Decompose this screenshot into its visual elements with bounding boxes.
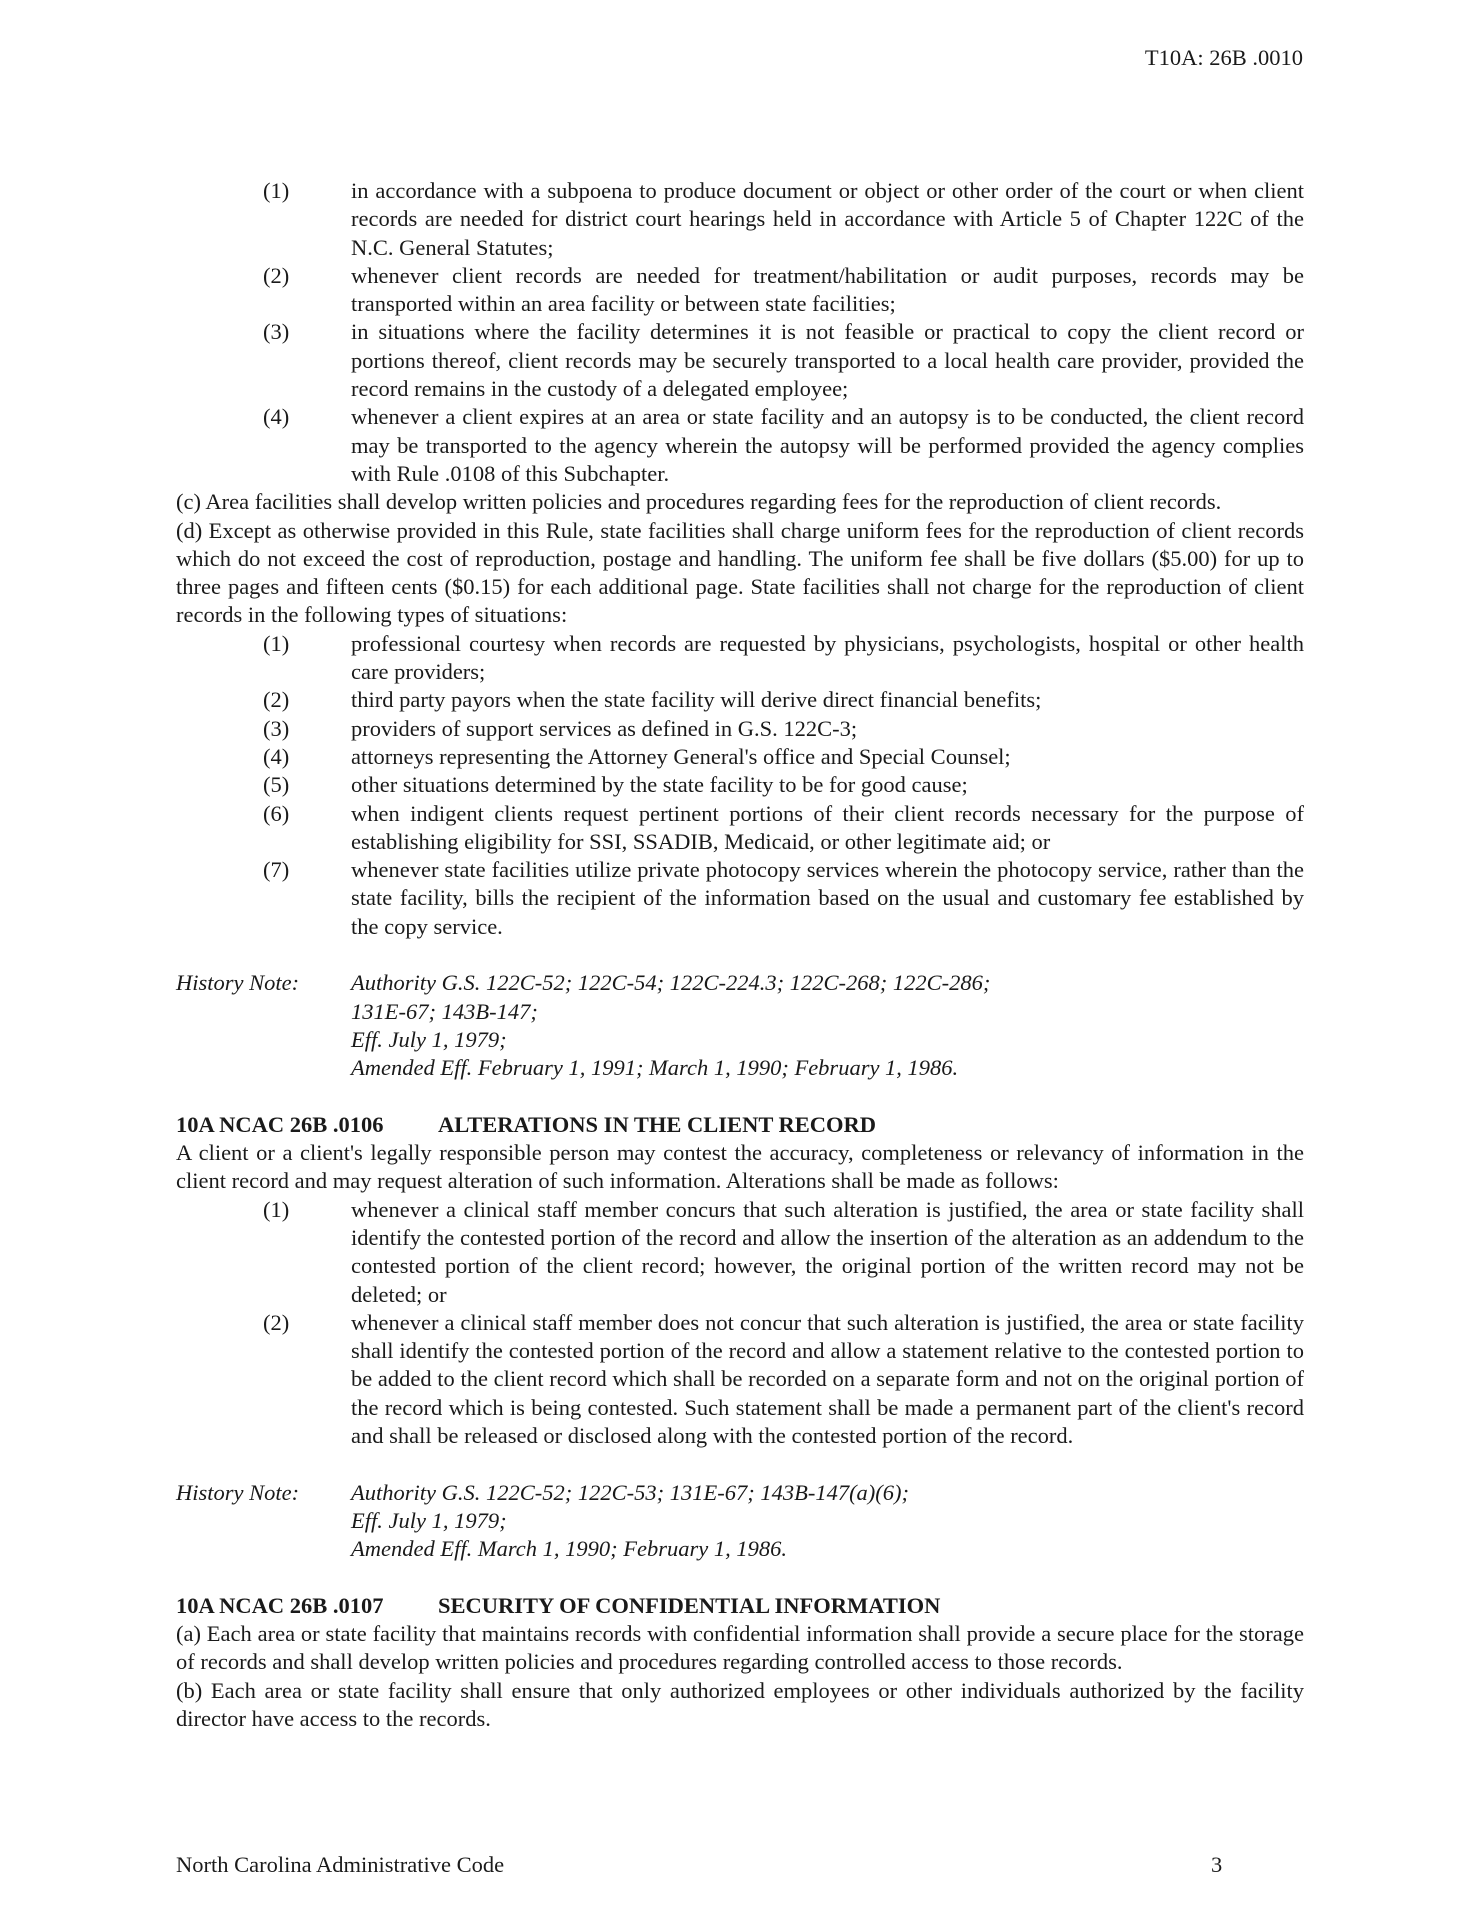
list-b [176, 177, 1304, 488]
item-text: providers of support services as defined in G.S. 122C-3; [351, 715, 858, 741]
list-d [176, 630, 1304, 941]
item-number: (2) [263, 262, 290, 288]
list-item [176, 715, 1304, 743]
rule-code: 10A NCAC 26B .0107 [176, 1592, 384, 1618]
history-note-line: Eff. July 1, 1979; [351, 1507, 507, 1533]
list-item [176, 403, 1304, 488]
item-number: (2) [263, 687, 290, 713]
item-text: whenever a clinical staff member does not concur that such alteration is justified, the area or state facility shall identify the contested portion of the record and allow a statement relative to the contested portion to be added to the client record which shall be recorded on a separate form and not on the original portion of the record which is being contested. Such statement shall be made a permanent part of the client's record and shall be released or disclosed along with the contested portion of the record. [351, 1309, 1304, 1449]
list-item [176, 262, 1304, 319]
item-number: (2) [263, 1309, 290, 1335]
item-number: (1) [263, 1196, 290, 1222]
item-text: third party payors when the state facility will derive direct financial benefits; [351, 687, 1042, 713]
list-item [176, 686, 1304, 714]
rule-heading [176, 1592, 1304, 1620]
list-item [176, 1309, 1304, 1450]
rule-code: 10A NCAC 26B .0106 [176, 1111, 384, 1137]
item-text: attorneys representing the Attorney General's office and Special Counsel; [351, 743, 1011, 769]
item-number: (1) [263, 178, 290, 203]
history-note-label: History Note: [176, 1479, 300, 1505]
paragraph-b: (b) Each area or state facility shall ensure that only authorized employees or other individuals authorized by the facility director have access to the records. [176, 1677, 1304, 1732]
list-item [176, 856, 1304, 941]
history-note [176, 969, 1304, 1082]
list-item [176, 177, 1304, 262]
paragraph-a: (a) Each area or state facility that maintains records with confidential information shall provide a secure place for the storage of records and shall develop written policies and procedures regarding controlled access to those records. [176, 1621, 1304, 1675]
item-text: in accordance with a subpoena to produce document or object or other order of the court or when client records are needed for district court hearings held in accordance with Article 5 of Chapter 122C of the N.C. General Statutes; [351, 178, 1304, 260]
list-item [176, 743, 1304, 771]
item-text: other situations determined by the state facility to be for good cause; [351, 772, 968, 798]
history-note-line: Amended Eff. March 1, 1990; February 1, 1986. [351, 1536, 787, 1562]
history-note-line: Eff. July 1, 1979; [351, 1026, 507, 1052]
document-body [176, 177, 1304, 1733]
list-item [176, 1196, 1304, 1309]
item-text: in situations where the facility determines it is not feasible or practical to copy the client record or portions thereof, client records may be securely transported to a local health care provider, provided the record remains in the custody of a delegated employee; [351, 319, 1304, 402]
item-text: whenever a clinical staff member concurs that such alteration is justified, the area or state facility shall identify the contested portion of the record and allow the insertion of the alteration as an addendum to the contested portion of the client record; however, the original portion of the written record may not be deleted; or [351, 1196, 1304, 1307]
item-number: (1) [263, 630, 290, 656]
rule-title: SECURITY OF CONFIDENTIAL INFORMATION [438, 1592, 941, 1618]
item-number: (6) [263, 800, 290, 826]
history-note-line: 131E-67; 143B-147; [351, 998, 538, 1024]
history-note-line: Authority G.S. 122C-52; 122C-53; 131E-67; 143B-147(a)(6); [351, 1479, 910, 1505]
list-item [176, 318, 1304, 403]
rule-heading [176, 1111, 1304, 1139]
item-text: when indigent clients request pertinent portions of their client records necessary for the purpose of establishing eligibility for SSI, SSADIB, Medicaid, or other legitimate aid; or [351, 800, 1304, 854]
page-number: 3 [1211, 1852, 1223, 1877]
item-text: whenever a client expires at an area or state facility and an autopsy is to be conducted, the client record may be transported to the agency wherein the autopsy will be performed provided the agency complies with Rule .0108 of this Subchapter. [351, 404, 1304, 486]
item-text: whenever client records are needed for treatment/habilitation or audit purposes, records may be transported within an area facility or between state facilities; [351, 262, 1304, 317]
item-number: (5) [263, 772, 290, 798]
list-item [176, 630, 1304, 687]
item-number: (3) [263, 319, 290, 345]
item-number: (7) [263, 857, 290, 883]
alteration-list [176, 1196, 1304, 1451]
item-text: whenever state facilities utilize private photocopy services wherein the photocopy service, rather than the state facility, bills the recipient of the information based on the usual and customary fee established by the copy service. [351, 857, 1304, 939]
history-note [176, 1479, 1304, 1564]
history-note-line: Amended Eff. February 1, 1991; March 1, 1990; February 1, 1986. [351, 1055, 959, 1081]
paragraph-d: (d) Except as otherwise provided in this Rule, state facilities shall charge uniform fees for the reproduction of client records which do not exceed the cost of reproduction, postage and handling. The uniform fee shall be five dollars ($5.00) for up to three pages and fifteen cents ($0.15) for each additional page. State facilities shall not charge for the reproduction of client records in the following types of situations: [176, 517, 1304, 628]
document-code-header: T10A: 26B .0010 [1144, 45, 1303, 70]
paragraph-c: (c) Area facilities shall develop written policies and procedures regarding fees for the reproduction of client records. [176, 489, 1222, 515]
rule-intro: A client or a client's legally responsible person may contest the accuracy, completeness or relevancy of information in the client record and may request alteration of such information. Alterations shall be made as follows: [176, 1140, 1304, 1194]
item-number: (3) [263, 715, 290, 741]
list-item [176, 800, 1304, 857]
item-text: professional courtesy when records are requested by physicians, psychologists, hospital or other health care providers; [351, 630, 1304, 685]
footer-source: North Carolina Administrative Code [176, 1852, 505, 1877]
history-note-label: History Note: [176, 970, 300, 996]
item-number: (4) [263, 743, 290, 769]
list-item [176, 771, 1304, 799]
item-number: (4) [263, 404, 290, 430]
rule-title: ALTERATIONS IN THE CLIENT RECORD [438, 1111, 877, 1137]
history-note-line: Authority G.S. 122C-52; 122C-54; 122C-224.3; 122C-268; 122C-286; [351, 970, 991, 996]
